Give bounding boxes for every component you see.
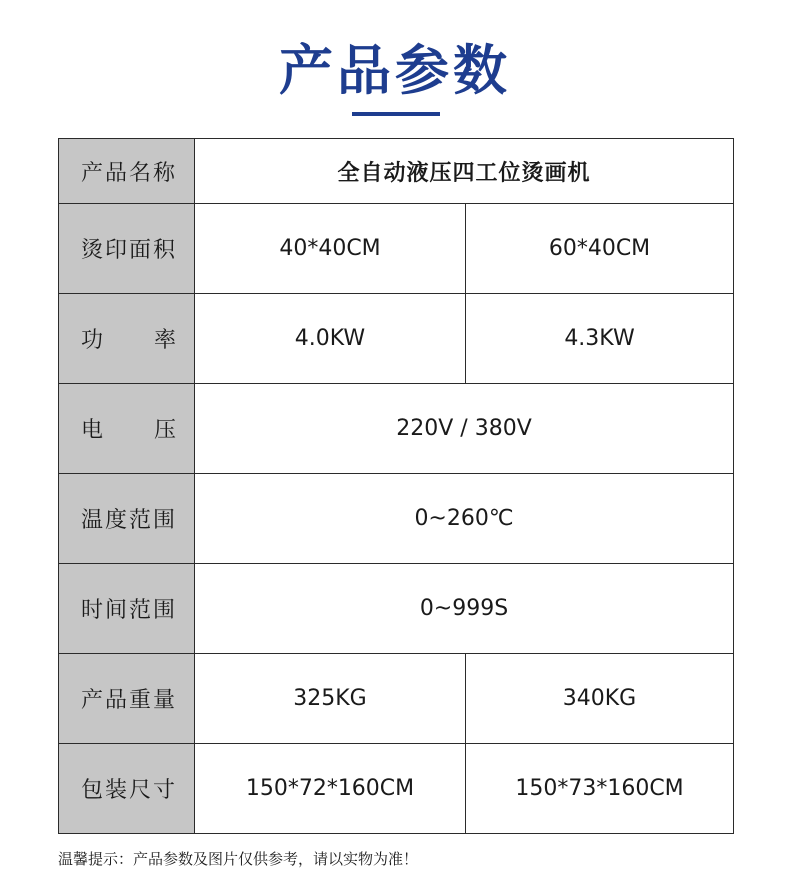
- table-row: [59, 204, 734, 294]
- row-label-package-size: 包装尺寸: [59, 744, 195, 834]
- temperature-range-value: 0~260℃: [195, 474, 734, 564]
- footer-note: 温馨提示：产品参数及图片仅供参考，请以实物为准！: [58, 850, 419, 868]
- print-area-value-1: 40*40CM: [195, 204, 466, 294]
- package-size-value-1: 150*72*160CM: [195, 744, 466, 834]
- table-row: [59, 294, 734, 384]
- title-underline: [352, 112, 440, 116]
- row-label-power: 功率: [59, 294, 195, 384]
- table-row: [59, 474, 734, 564]
- row-label-time-range: 时间范围: [59, 564, 195, 654]
- row-label-temperature-range: 温度范围: [59, 474, 195, 564]
- package-size-value-2: 150*73*160CM: [466, 744, 734, 834]
- print-area-value-2: 60*40CM: [466, 204, 734, 294]
- row-label-print-area: 烫印面积: [59, 204, 195, 294]
- power-value-2: 4.3KW: [466, 294, 734, 384]
- weight-value-2: 340KG: [466, 654, 734, 744]
- time-range-value: 0~999S: [195, 564, 734, 654]
- table-row: [59, 564, 734, 654]
- row-label-product-name: 产品名称: [59, 139, 195, 204]
- table-row: [59, 654, 734, 744]
- page-title: 产品参数: [279, 39, 511, 102]
- row-label-weight: 产品重量: [59, 654, 195, 744]
- table-row: [59, 384, 734, 474]
- table-row: [59, 744, 734, 834]
- table-row: [59, 139, 734, 204]
- power-value-1: 4.0KW: [195, 294, 466, 384]
- voltage-value: 220V / 380V: [195, 384, 734, 474]
- product-name-value: 全自动液压四工位烫画机: [195, 139, 734, 204]
- spec-table: [58, 138, 734, 834]
- weight-value-1: 325KG: [195, 654, 466, 744]
- row-label-voltage: 电压: [59, 384, 195, 474]
